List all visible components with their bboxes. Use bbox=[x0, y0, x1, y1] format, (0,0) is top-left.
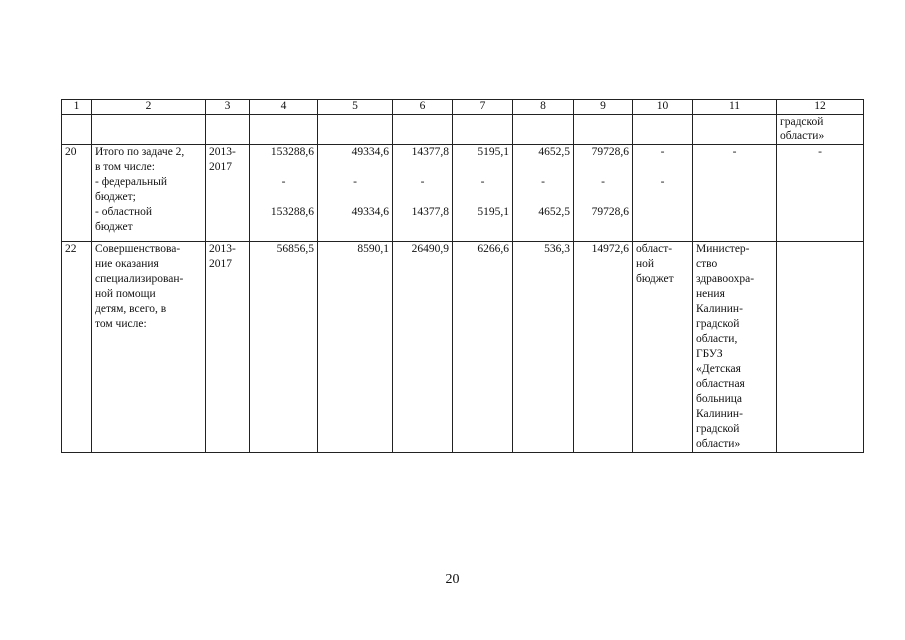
cell-line: нения bbox=[696, 288, 725, 300]
header-cell: 6 bbox=[393, 100, 453, 115]
header-cell: 8 bbox=[513, 100, 574, 115]
cell-line: бюджет; bbox=[95, 191, 136, 203]
program-table bbox=[61, 99, 864, 453]
value-total: 4652,5 bbox=[538, 146, 570, 158]
value-federal: - bbox=[420, 176, 425, 188]
table-cell bbox=[574, 115, 633, 145]
years-cell bbox=[206, 145, 250, 242]
table-row-20 bbox=[62, 145, 864, 242]
value-federal: - bbox=[541, 176, 545, 188]
spacer bbox=[321, 160, 389, 175]
cell-line: в том числе: bbox=[95, 161, 155, 173]
spacer bbox=[577, 160, 629, 175]
value-total: 79728,6 bbox=[591, 146, 629, 158]
cell-line: градской bbox=[780, 116, 824, 128]
row-number: 22 bbox=[62, 242, 92, 453]
table-cell bbox=[633, 115, 693, 145]
value-cell: 14972,6 bbox=[574, 242, 633, 453]
cell-line: Калинин- bbox=[696, 303, 743, 315]
funding-source-cell bbox=[633, 145, 693, 242]
value-cell bbox=[393, 145, 453, 242]
value-regional: 4652,5 bbox=[538, 206, 570, 218]
cell-line: ной помощи bbox=[95, 288, 156, 300]
funding-dash: - bbox=[660, 176, 665, 188]
value-total: 49334,6 bbox=[351, 146, 389, 158]
cell-line: ГБУЗ bbox=[696, 348, 723, 360]
value-total: 153288,6 bbox=[270, 146, 314, 158]
header-cell: 10 bbox=[633, 100, 693, 115]
spacer bbox=[516, 160, 570, 175]
value-federal: - bbox=[353, 176, 357, 188]
cell-line: 2013- bbox=[209, 146, 236, 158]
value-cell: 536,3 bbox=[513, 242, 574, 453]
cell-line: бюджет bbox=[636, 273, 674, 285]
header-cell: 3 bbox=[206, 100, 250, 115]
cell-line: Совершенствова- bbox=[95, 243, 181, 255]
value-cell: 8590,1 bbox=[318, 242, 393, 453]
item-name bbox=[92, 242, 206, 453]
executor-cell bbox=[777, 115, 864, 145]
spacer bbox=[577, 190, 629, 205]
table-cell bbox=[693, 115, 777, 145]
value-cell bbox=[574, 145, 633, 242]
spacer bbox=[396, 160, 449, 175]
header-cell: 12 bbox=[777, 100, 864, 115]
cell-line: детям, всего, в bbox=[95, 303, 167, 315]
cell-line: Итого по задаче 2, bbox=[95, 146, 185, 158]
value-cell: 6266,6 bbox=[453, 242, 513, 453]
years-cell bbox=[206, 242, 250, 453]
executor-cell: - bbox=[777, 145, 864, 242]
header-cell: 4 bbox=[250, 100, 318, 115]
spacer bbox=[516, 190, 570, 205]
page-number: 20 bbox=[445, 572, 460, 587]
cell-line: 2017 bbox=[209, 161, 232, 173]
value-cell bbox=[250, 145, 318, 242]
cell-line: - федеральный bbox=[95, 176, 168, 188]
table-cell bbox=[318, 115, 393, 145]
cell-line: больница bbox=[696, 393, 742, 405]
value-regional: 49334,6 bbox=[351, 206, 389, 218]
value-federal: - bbox=[480, 176, 485, 188]
table-cell bbox=[206, 115, 250, 145]
spacer bbox=[321, 190, 389, 205]
item-name bbox=[92, 145, 206, 242]
header-cell: 11 bbox=[693, 100, 777, 115]
cell-line: област- bbox=[636, 243, 673, 255]
cell-line: Министер- bbox=[696, 243, 750, 255]
table-row-22 bbox=[62, 242, 864, 453]
cell-line: градской bbox=[696, 318, 740, 330]
value-regional: 14377,8 bbox=[411, 206, 449, 218]
cell-line: ной bbox=[636, 258, 655, 270]
funding-source-cell bbox=[633, 242, 693, 453]
value-cell: 26490,9 bbox=[393, 242, 453, 453]
continuation-row bbox=[62, 115, 864, 145]
value-cell bbox=[513, 145, 574, 242]
funding-dash: - bbox=[660, 146, 665, 158]
table-cell bbox=[453, 115, 513, 145]
cell-line: областная bbox=[696, 378, 745, 390]
value-cell: 56856,5 bbox=[250, 242, 318, 453]
table-cell bbox=[92, 115, 206, 145]
cell-line: «Детская bbox=[696, 363, 741, 375]
table-cell bbox=[62, 115, 92, 145]
executor-cell bbox=[693, 242, 777, 453]
spacer bbox=[456, 160, 509, 175]
cell-line: здравоохра- bbox=[696, 273, 755, 285]
header-row bbox=[62, 100, 864, 115]
header-cell: 2 bbox=[92, 100, 206, 115]
cell-line: - областной bbox=[95, 206, 153, 218]
value-cell bbox=[453, 145, 513, 242]
table-cell bbox=[513, 115, 574, 145]
cell-line: Калинин- bbox=[696, 408, 743, 420]
spacer bbox=[253, 160, 314, 175]
value-total: 5195,1 bbox=[477, 146, 509, 158]
header-cell: 1 bbox=[62, 100, 92, 115]
spacer bbox=[636, 160, 689, 175]
value-cell bbox=[318, 145, 393, 242]
value-federal: - bbox=[601, 176, 605, 188]
cell-line: 2013- bbox=[209, 243, 236, 255]
cell-line: ние оказания bbox=[95, 258, 159, 270]
value-regional: 153288,6 bbox=[270, 206, 314, 218]
spacer bbox=[396, 190, 449, 205]
executor-cell: - bbox=[693, 145, 777, 242]
spacer bbox=[456, 190, 509, 205]
cell-line: области, bbox=[696, 333, 738, 345]
value-federal: - bbox=[281, 176, 286, 188]
cell-line: области» bbox=[780, 130, 825, 142]
cell-line: том числе: bbox=[95, 318, 147, 330]
cell-line: ство bbox=[696, 258, 718, 270]
cell-line: градской bbox=[696, 423, 740, 435]
cell-line: бюджет bbox=[95, 221, 133, 233]
header-cell: 7 bbox=[453, 100, 513, 115]
table-cell bbox=[250, 115, 318, 145]
executor-cell bbox=[777, 242, 864, 453]
value-regional: 79728,6 bbox=[591, 206, 629, 218]
cell-line: области» bbox=[696, 438, 741, 450]
spacer bbox=[253, 190, 314, 205]
row-number: 20 bbox=[62, 145, 92, 242]
header-cell: 9 bbox=[574, 100, 633, 115]
value-total: 14377,8 bbox=[411, 146, 449, 158]
cell-line: 2017 bbox=[209, 258, 232, 270]
cell-line: специализирован- bbox=[95, 273, 184, 285]
table-cell bbox=[393, 115, 453, 145]
header-cell: 5 bbox=[318, 100, 393, 115]
value-regional: 5195,1 bbox=[477, 206, 509, 218]
